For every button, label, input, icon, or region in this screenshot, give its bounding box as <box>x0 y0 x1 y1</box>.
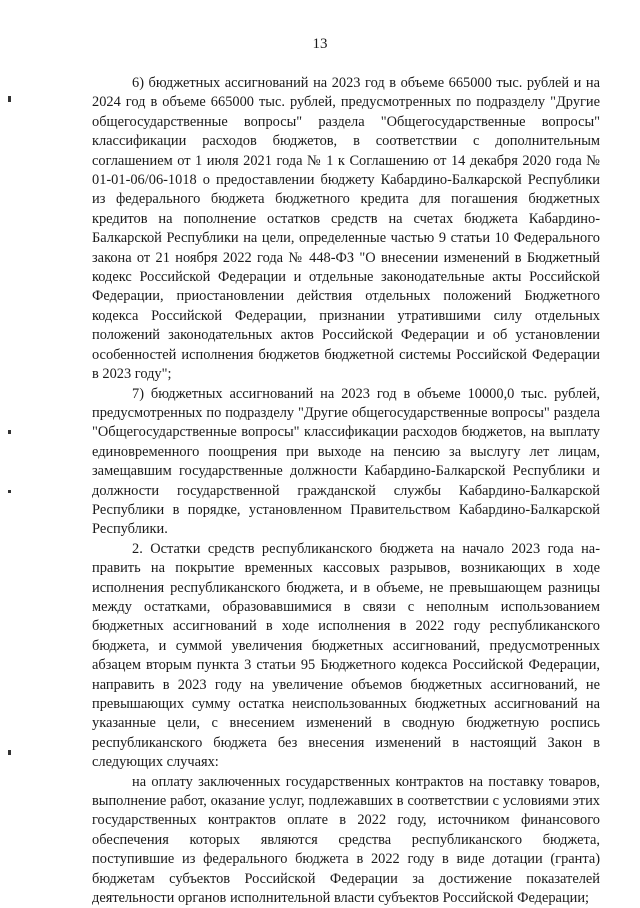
paragraph-item-7: 7) бюджетных ассигнований на 2023 год в объеме 10000,0 тыс. рублей, предусмотренных по подразделу "Другие общегосударственные вопросы" раздела "Общегосударственные вопросы" классификации расходов бюджетов, на выплату единовременного поощрения при выходе на пенсию за выслугу лет лицам, замещавшим государственные должности Кабардино-Балкарской Республики и должности государственной гражданской службы Кабардино-Балкарской Республики в порядке, установленном Правительством Кабардино-Балкарской Республики. <box>92 385 600 538</box>
page-number: 13 <box>312 36 328 52</box>
scan-mark <box>8 750 11 755</box>
paragraph-contracts: на оплату заключенных государственных контрактов на поставку товаров, выполнение работ, оказание услуг, подлежавших в соответствии с условиями этих государственных контрактов оплате в 2022 году, источником финансового обеспечения которых являются средства республиканского бюджета, поступившие из федерального бюджета в 2022 году в виде дотации (гранта) бюджетам субъектов Российской Федерации за достижение показателей деятельности органов исполнительной власти субъектов Российской Федерации; <box>92 773 600 907</box>
scan-mark <box>8 430 11 434</box>
scan-mark <box>8 96 11 102</box>
document-body <box>92 74 600 908</box>
paragraph-item-6: 6) бюджетных ассигнований на 2023 год в объеме 665000 тыс. рублей и на 2024 год в объеме 665000 тыс. рублей, предусмотренных по подразделу "Другие общегосударственные вопросы" раздела "Общегосударственные вопросы" классификации расходов бюджетов, в соответствии с дополнительным соглашением от 1 июля 2021 года № 1 к Соглашению от 14 декабря 2020 года № 01-01-06/06-1018 о предоставлении бюджету Кабардино-Балкарской Республики из федерального бюджета бюджетного кредита для погашения бюджетных кредитов на пополнение остатков средств на счетах бюджета Кабардино-Балкарской Республики на цели, определенные частью 9 статьи 10 Федерального закона от 21 ноября 2022 года № 448-ФЗ "О внесении изменений в Бюджетный кодекс Российской Федерации и отдельные законодательные акты Российской Федерации, приостановлении действия отдельных положений Бюджетного кодекса Российской Федерации, признании утратившими силу отдельных положений законодательных актов Российской Федерации и об установлении особенностей исполнения бюджетов бюджетной системы Российской Федерации в 2023 году"; <box>92 75 600 383</box>
paragraph-section-2: 2. Остатки средств республиканского бюджета на начало 2023 года направить на покрытие временных кассовых разрывов, возникающих в ходе исполнения республиканского бюджета, и в объеме, не превышающем разницы между остатками, образовавшимися в связи с неполным использованием бюджетных ассигнований в ходе исполнения в 2022 году республиканского бюджета, и суммой увеличения бюджетных ассигнований, предусмотренных абзацем вторым пункта 3 статьи 95 Бюджетного кодекса Российской Федерации, направить в 2023 году на увеличение объемов бюджетных ассигнований, не превышающих сумму остатка неиспользованных бюджетных ассигнований на указанные цели, с внесением изменений в сводную бюджетную роспись республиканского бюджета без внесения изменений в настоящий Закон в следующих случаях: <box>92 540 600 771</box>
scan-mark <box>8 490 11 493</box>
